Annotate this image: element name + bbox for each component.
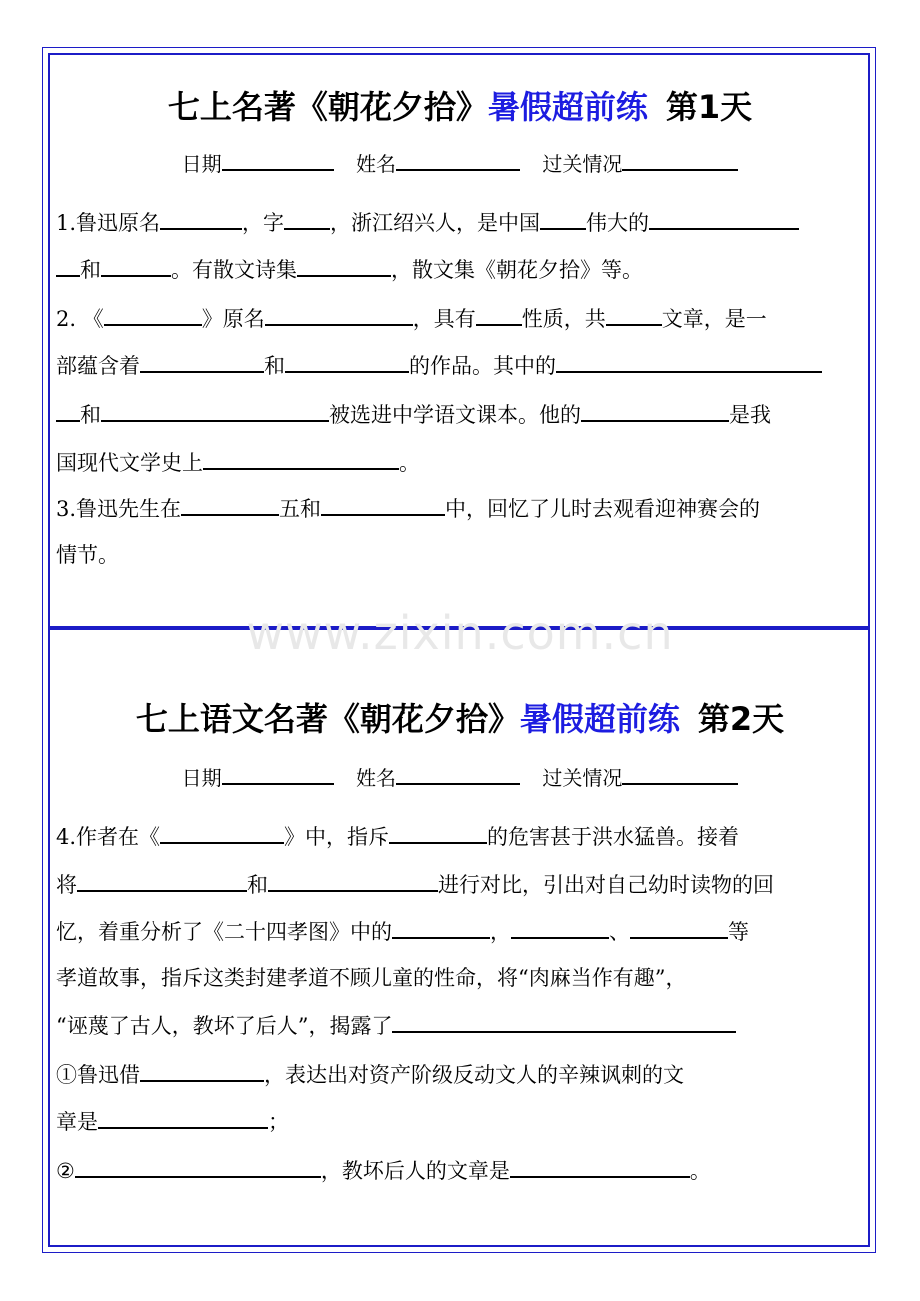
answer-blank[interactable] — [476, 304, 522, 326]
question-text: 进行对比，引出对自己幼时读物的回 — [438, 873, 774, 897]
day2-title-highlight: 暑假超前练 — [519, 700, 680, 738]
name-label: 姓名 — [356, 152, 396, 176]
answer-blank[interactable] — [285, 351, 409, 373]
answer-blank[interactable] — [556, 351, 822, 373]
answer-blank[interactable] — [392, 1011, 736, 1033]
answer-blank[interactable] — [140, 351, 264, 373]
question-text: 2. 《 — [56, 307, 104, 331]
answer-blank[interactable] — [510, 1156, 690, 1178]
answer-blank[interactable] — [56, 400, 80, 422]
name-blank[interactable] — [396, 765, 520, 785]
answer-blank[interactable] — [630, 917, 728, 939]
question-text: 》中，指斥 — [284, 825, 390, 849]
day2-title-day: 第2天 — [697, 700, 785, 738]
day2-meta-row — [0, 762, 920, 791]
q4-sub1-line-1 — [56, 1060, 684, 1089]
answer-blank[interactable] — [140, 1060, 264, 1082]
answer-blank[interactable] — [540, 208, 586, 230]
question-text: ，具有 — [412, 307, 476, 331]
question-text: 忆，着重分析了《二十四孝图》中的 — [56, 920, 392, 944]
q4-line-1 — [56, 822, 739, 851]
question-text: 情节。 — [56, 543, 119, 567]
answer-blank[interactable] — [181, 494, 279, 516]
answer-blank[interactable] — [389, 822, 487, 844]
date-blank[interactable] — [222, 765, 334, 785]
answer-blank[interactable] — [268, 870, 438, 892]
day2-title — [0, 694, 920, 740]
answer-blank[interactable] — [101, 255, 171, 277]
question-text: ，教坏后人的文章是 — [320, 1159, 510, 1183]
answer-blank[interactable] — [160, 208, 242, 230]
date-blank[interactable] — [222, 151, 334, 171]
q4-line-4 — [56, 964, 686, 992]
q2-line-1 — [56, 304, 767, 333]
status-label: 过关情况 — [542, 152, 623, 176]
status-blank[interactable] — [622, 765, 738, 785]
answer-blank[interactable] — [77, 870, 247, 892]
question-text: 五和 — [279, 497, 322, 521]
day2-title-main: 七上语文名著《朝花夕拾》 — [135, 700, 520, 738]
answer-blank[interactable] — [297, 255, 391, 277]
day1-title — [0, 82, 920, 128]
question-text: 1.鲁迅原名 — [56, 211, 161, 235]
question-text: 和 — [264, 354, 285, 378]
question-text: 孝道故事，指斥这类封建孝道不顾儿童的性命，将“肉麻当作有趣”， — [56, 966, 687, 990]
name-label: 姓名 — [356, 766, 396, 790]
question-text: 章是 — [56, 1110, 98, 1134]
question-text: ，浙江绍兴人，是中国 — [330, 211, 541, 235]
answer-blank[interactable] — [649, 208, 799, 230]
question-text: 。 — [689, 1159, 711, 1183]
question-text: 和 — [247, 873, 268, 897]
day1-date-field[interactable] — [182, 148, 334, 177]
question-text: 部蕴含着 — [56, 354, 140, 378]
q4-line-5 — [56, 1011, 736, 1040]
answer-blank[interactable] — [606, 304, 662, 326]
day2-date-field[interactable] — [182, 762, 334, 791]
question-text: 的危害甚于洪水猛兽。接着 — [487, 825, 740, 849]
question-text: 3.鲁迅先生在 — [56, 497, 182, 521]
q2-line-3 — [56, 400, 771, 429]
question-text: 、 — [609, 920, 630, 944]
question-text: 》原名 — [201, 307, 265, 331]
day1-title-day: 第1天 — [665, 88, 753, 126]
q2-line-4 — [56, 448, 420, 477]
question-text: 国现代文学史上 — [56, 451, 203, 475]
question-text: 中，回忆了儿时去观看迎神赛会的 — [445, 497, 761, 521]
question-text: 。有散文诗集 — [171, 258, 297, 282]
answer-blank[interactable] — [56, 255, 80, 277]
question-text: ； — [268, 1110, 289, 1134]
answer-blank[interactable] — [98, 1107, 268, 1129]
q4-sub2-line — [56, 1156, 711, 1185]
question-text: “诬蔑了古人，教坏了后人”，揭露了 — [56, 1014, 393, 1038]
answer-blank[interactable] — [75, 1156, 321, 1178]
answer-blank[interactable] — [392, 917, 490, 939]
day2-name-field[interactable] — [356, 762, 520, 791]
q1-line-2 — [56, 255, 643, 284]
date-label: 日期 — [181, 766, 222, 790]
answer-blank[interactable] — [203, 448, 399, 470]
q3-line-1 — [56, 494, 760, 523]
q1-line-1 — [56, 208, 799, 237]
day1-title-main: 七上名著《朝花夕拾》 — [167, 88, 488, 126]
question-text: 被选进中学语文课本。他的 — [329, 403, 581, 427]
answer-blank[interactable] — [284, 208, 330, 230]
day1-status-field[interactable] — [542, 148, 738, 177]
question-text: 性质，共 — [521, 307, 606, 331]
day2-status-field[interactable] — [542, 762, 738, 791]
question-text: 和 — [80, 258, 101, 282]
status-blank[interactable] — [622, 151, 738, 171]
answer-blank[interactable] — [101, 400, 329, 422]
question-text: 和 — [80, 403, 101, 427]
question-text: ①鲁迅借 — [56, 1063, 140, 1087]
q4-line-2 — [56, 870, 774, 899]
answer-blank[interactable] — [321, 494, 445, 516]
answer-blank[interactable] — [160, 822, 284, 844]
q3-line-2 — [56, 541, 119, 569]
answer-blank[interactable] — [511, 917, 609, 939]
question-text: 伟大的 — [586, 211, 650, 235]
date-label: 日期 — [181, 152, 222, 176]
q2-line-2 — [56, 351, 822, 380]
question-text: ， — [490, 920, 511, 944]
q4-sub1-line-2 — [56, 1107, 289, 1136]
question-text: 是我 — [729, 403, 771, 427]
question-text: ② — [56, 1159, 75, 1183]
status-label: 过关情况 — [542, 766, 623, 790]
question-text: 文章，是一 — [661, 307, 767, 331]
question-text: ，表达出对资产阶级反动文人的辛辣讽刺的文 — [264, 1063, 684, 1087]
name-blank[interactable] — [396, 151, 520, 171]
day1-name-field[interactable] — [356, 148, 520, 177]
answer-blank[interactable] — [265, 304, 413, 326]
answer-blank[interactable] — [104, 304, 202, 326]
question-text: 将 — [56, 873, 77, 897]
question-text: 4.作者在《 — [56, 825, 161, 849]
answer-blank[interactable] — [581, 400, 729, 422]
watermark: www.zixin.com.cn — [246, 606, 674, 660]
question-text: 。 — [399, 451, 420, 475]
question-text: 等 — [728, 920, 749, 944]
day1-meta-row — [0, 148, 920, 177]
question-text: ，字 — [242, 211, 285, 235]
question-text: 的作品。其中的 — [409, 354, 556, 378]
day1-title-highlight: 暑假超前练 — [487, 88, 648, 126]
q4-line-3 — [56, 917, 749, 946]
question-text: ，散文集《朝花夕拾》等。 — [391, 258, 643, 282]
